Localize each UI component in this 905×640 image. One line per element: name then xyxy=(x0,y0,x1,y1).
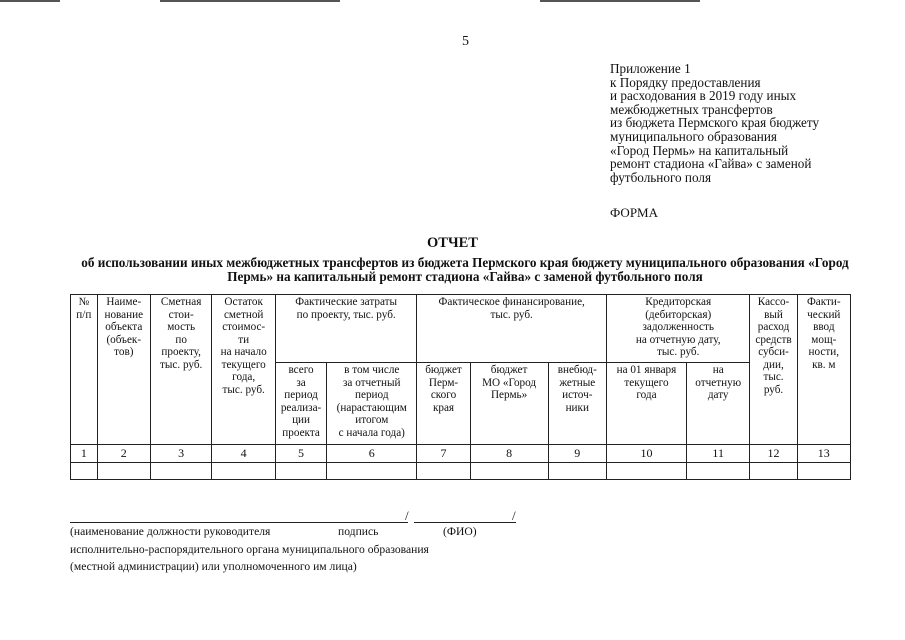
appendix-line: ремонт стадиона «Гайва» с заменой xyxy=(610,156,812,172)
column-number: 4 xyxy=(212,445,276,463)
signature-label: подпись xyxy=(338,525,379,538)
appendix-block xyxy=(610,62,900,184)
page-number: 5 xyxy=(462,34,469,49)
column-number: 5 xyxy=(275,445,326,463)
header-region-budget: бюджет Перм- ского края xyxy=(417,363,470,445)
header-remaining-cost: Остаток сметной стоимос- ти на начало текущего года, тыс. руб. xyxy=(212,295,276,445)
header-off-budget: внебюд- жетные источ- ники xyxy=(548,363,606,445)
column-number: 2 xyxy=(97,445,150,463)
column-number: 9 xyxy=(548,445,606,463)
appendix-line: муниципального образования xyxy=(610,128,777,144)
column-number: 1 xyxy=(71,445,98,463)
header-num: № п/п xyxy=(71,295,98,445)
table-cell[interactable] xyxy=(212,463,276,480)
table-cell[interactable] xyxy=(606,463,686,480)
header-debt-jan1: на 01 января текущего года xyxy=(606,363,686,445)
page-top-border-right xyxy=(540,0,700,2)
table-cell[interactable] xyxy=(686,463,750,480)
header-estimate-cost: Сметная стои- мость по проекту, тыс. руб. xyxy=(150,295,211,445)
column-number: 12 xyxy=(750,445,797,463)
header-debt-report-date: на отчетную дату xyxy=(686,363,750,445)
table-cell[interactable] xyxy=(797,463,850,480)
table-row xyxy=(71,463,851,480)
fio-signature-line xyxy=(414,522,516,523)
position-label: (наименование должности руководителя xyxy=(70,525,271,538)
report-subtitle: об использовании иных межбюджетных трансфертов из бюджета Пермского края бюджету муниципального образования «Город Пермь» на капитальный ремонт стадиона «Гайва» с заменой футбольного поля xyxy=(81,255,849,284)
table-cell[interactable] xyxy=(150,463,211,480)
table-cell[interactable] xyxy=(327,463,417,480)
page-top-border-mid xyxy=(160,0,340,2)
table-cell[interactable] xyxy=(470,463,548,480)
column-number: 7 xyxy=(417,445,470,463)
report-title: ОТЧЕТ xyxy=(427,235,478,251)
position-signature-line xyxy=(70,522,408,523)
signature-caption-line2: исполнительно-распорядительного органа муниципального образования xyxy=(70,543,429,556)
header-actual-financing: Фактическое финансирование, тыс. руб. xyxy=(417,295,607,363)
header-debt: Кредиторская (дебиторская) задолженность на отчетную дату, тыс. руб. xyxy=(606,295,749,363)
signature-caption-line3: (местной администрации) или уполномоченного им лица) xyxy=(70,560,357,573)
header-reporting-period: в том числе за отчетный период (нарастающим итогом с начала года) xyxy=(327,363,417,445)
appendix-line: футбольного поля xyxy=(610,169,712,185)
column-number: 6 xyxy=(327,445,417,463)
table-cell[interactable] xyxy=(71,463,98,480)
appendix-line: Приложение 1 xyxy=(610,61,691,76)
header-cash-expense: Кассо- вый расход средств субси- дии, тыс. руб. xyxy=(750,295,797,445)
appendix-line: из бюджета Пермского края бюджету xyxy=(610,115,820,131)
appendix-line: «Город Пермь» на капитальный xyxy=(610,142,789,158)
report-table xyxy=(70,294,851,480)
column-number: 11 xyxy=(686,445,750,463)
table-cell[interactable] xyxy=(417,463,470,480)
separator-slash: / xyxy=(405,508,409,523)
appendix-line: межбюджетных трансфертов xyxy=(610,101,773,117)
fio-label: (ФИО) xyxy=(443,525,477,538)
form-label: ФОРМА xyxy=(610,205,658,220)
header-total-period: всего за период реализа- ции проекта xyxy=(275,363,326,445)
separator-slash: / xyxy=(512,508,516,523)
header-capacity-input: Факти- ческий ввод мощ- ности, кв. м xyxy=(797,295,850,445)
column-number: 13 xyxy=(797,445,850,463)
page-top-border-left xyxy=(0,0,60,2)
column-numbers-row xyxy=(71,445,851,463)
column-number: 10 xyxy=(606,445,686,463)
table-cell[interactable] xyxy=(750,463,797,480)
header-object-name: Наиме- нование объекта (объек- тов) xyxy=(97,295,150,445)
table-cell[interactable] xyxy=(275,463,326,480)
column-number: 8 xyxy=(470,445,548,463)
header-mo-budget: бюджет МО «Город Пермь» xyxy=(470,363,548,445)
appendix-line: и расходования в 2019 году иных xyxy=(610,88,797,104)
appendix-line: к Порядку предоставления xyxy=(610,74,761,90)
table-cell[interactable] xyxy=(97,463,150,480)
header-actual-costs: Фактические затраты по проекту, тыс. руб. xyxy=(275,295,416,363)
table-cell[interactable] xyxy=(548,463,606,480)
column-number: 3 xyxy=(150,445,211,463)
